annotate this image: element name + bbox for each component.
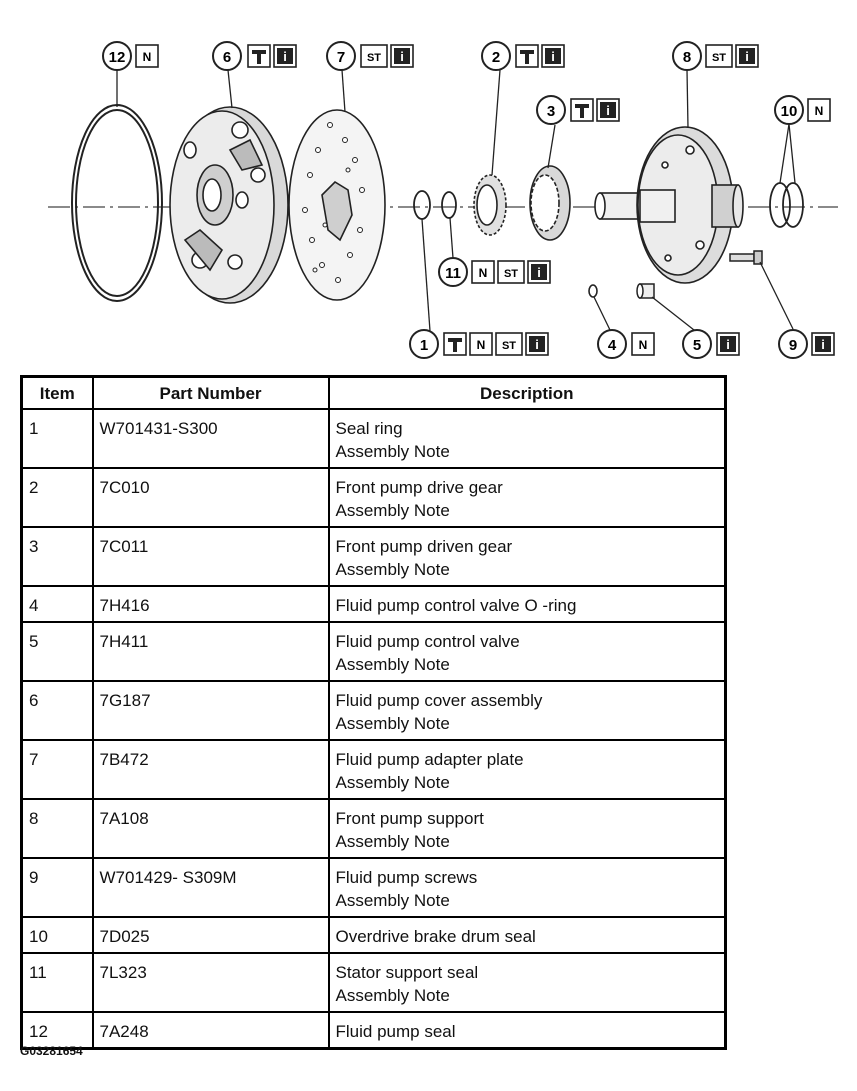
callout-number: 6 — [222, 49, 232, 66]
hammer-icon — [248, 45, 270, 67]
cell-description — [329, 527, 726, 586]
badge-st: ST — [366, 52, 382, 64]
cell-item: 5 — [22, 622, 93, 681]
info-icon: i — [551, 49, 555, 64]
cell-part-number: 7A108 — [93, 799, 329, 858]
cell-item: 8 — [22, 799, 93, 858]
description-text: Overdrive brake drum seal — [335, 927, 536, 946]
table-row — [22, 681, 726, 740]
hammer-icon — [444, 333, 466, 355]
cell-item: 10 — [22, 917, 93, 953]
description-text: Fluid pump adapter plate — [335, 750, 524, 769]
cell-part-number: W701429- S309M — [93, 858, 329, 917]
table-row — [22, 468, 726, 527]
description-text: Front pump support — [335, 809, 484, 828]
cell-part-number: 7A248 — [93, 1012, 329, 1049]
part-7-adapter-plate — [289, 110, 385, 300]
hammer-icon — [516, 45, 538, 67]
cell-description — [329, 953, 726, 1012]
assembly-note-text: Assembly Note — [335, 655, 450, 674]
cell-description — [329, 917, 726, 953]
part-2-drive-gear — [474, 175, 506, 235]
description-text: Fluid pump seal — [335, 1022, 456, 1041]
part-5-control-valve — [637, 284, 654, 298]
part-4-o-ring — [589, 285, 597, 297]
cell-item: 2 — [22, 468, 93, 527]
part-9-screw — [730, 251, 762, 264]
cell-part-number: 7L323 — [93, 953, 329, 1012]
cell-item: 1 — [22, 409, 93, 468]
cell-description — [329, 681, 726, 740]
part-1-seal-ring — [414, 191, 430, 219]
table-row — [22, 953, 726, 1012]
cell-description — [329, 622, 726, 681]
cell-description — [329, 586, 726, 622]
badge-st: ST — [503, 268, 519, 280]
cell-item: 7 — [22, 740, 93, 799]
header-item: Item — [22, 377, 93, 410]
description-text: Fluid pump control valve O -ring — [335, 596, 577, 615]
callout-2 — [482, 42, 564, 70]
part-8-pump-support — [595, 127, 743, 283]
cell-item: 9 — [22, 858, 93, 917]
info-icon: i — [400, 49, 404, 64]
cell-description — [329, 468, 726, 527]
cell-part-number: 7G187 — [93, 681, 329, 740]
table-row — [22, 917, 726, 953]
description-text: Fluid pump screws — [335, 868, 478, 887]
cell-part-number: 7H416 — [93, 586, 329, 622]
cell-item: 3 — [22, 527, 93, 586]
callout-number: 3 — [546, 103, 556, 120]
callout-1 — [410, 330, 548, 358]
callout-8 — [673, 42, 758, 70]
part-10-overdrive-seals — [770, 183, 803, 227]
table-row — [22, 1012, 726, 1049]
callout-11 — [439, 258, 550, 286]
header-description: Description — [329, 377, 726, 410]
assembly-note-text: Assembly Note — [335, 832, 450, 851]
callout-3 — [537, 96, 619, 124]
table-row — [22, 858, 726, 917]
table-row — [22, 622, 726, 681]
info-icon: i — [821, 337, 825, 352]
info-icon: i — [535, 337, 539, 352]
callout-9 — [779, 330, 834, 358]
hammer-icon — [571, 99, 593, 121]
part-12-fluid-pump-seal — [72, 105, 162, 301]
table-row — [22, 409, 726, 468]
callout-number: 5 — [692, 337, 702, 354]
description-text: Fluid pump cover assembly — [335, 691, 543, 710]
description-text: Front pump drive gear — [335, 478, 503, 497]
cell-description — [329, 858, 726, 917]
assembly-note-text: Assembly Note — [335, 986, 450, 1005]
table-header-row — [22, 377, 726, 410]
assembly-note-text: Assembly Note — [335, 560, 450, 579]
part-3-driven-gear — [530, 166, 570, 240]
info-icon: i — [283, 49, 287, 64]
badge-n: N — [142, 50, 152, 64]
cell-part-number: W701431-S300 — [93, 409, 329, 468]
callout-number: 10 — [780, 103, 798, 120]
header-part-number: Part Number — [93, 377, 329, 410]
cell-part-number: 7H411 — [93, 622, 329, 681]
assembly-note-text: Assembly Note — [335, 891, 450, 910]
table-row — [22, 527, 726, 586]
description-text: Fluid pump control valve — [335, 632, 520, 651]
callout-number: 8 — [682, 49, 692, 66]
assembly-note-text: Assembly Note — [335, 501, 450, 520]
callout-number: 4 — [607, 337, 617, 354]
table-row — [22, 799, 726, 858]
description-text: Seal ring — [335, 419, 403, 438]
cell-part-number: 7B472 — [93, 740, 329, 799]
callout-number: 11 — [445, 265, 461, 282]
info-icon: i — [606, 103, 610, 118]
cell-description — [329, 409, 726, 468]
cell-item: 11 — [22, 953, 93, 1012]
table-body — [22, 409, 726, 1049]
callout-number: 1 — [419, 337, 429, 354]
info-icon: i — [537, 265, 541, 280]
callout-7 — [327, 42, 413, 70]
assembly-note-text: Assembly Note — [335, 773, 450, 792]
exploded-view-diagram — [0, 0, 857, 370]
cell-part-number: 7C011 — [93, 527, 329, 586]
description-text: Front pump driven gear — [335, 537, 513, 556]
callout-number: 2 — [491, 49, 501, 66]
callout-number: 9 — [788, 337, 798, 354]
callout-12 — [103, 42, 158, 70]
callout-4 — [598, 330, 654, 358]
callout-number: 12 — [108, 49, 126, 66]
cell-description — [329, 799, 726, 858]
assembly-note-text: Assembly Note — [335, 714, 450, 733]
table-row — [22, 740, 726, 799]
figure-id: G03281654 — [20, 1044, 83, 1058]
assembly-note-text: Assembly Note — [335, 442, 450, 461]
cell-item: 12 — [22, 1012, 93, 1049]
badge-st: ST — [501, 340, 517, 352]
cell-item: 6 — [22, 681, 93, 740]
parts-table — [20, 375, 727, 1050]
description-text: Stator support seal — [335, 963, 479, 982]
cell-description — [329, 740, 726, 799]
info-icon: i — [745, 49, 749, 64]
part-6-pump-cover — [170, 107, 288, 303]
info-icon: i — [726, 337, 730, 352]
callout-5 — [683, 330, 739, 358]
callout-number: 7 — [336, 49, 346, 66]
badge-n: N — [478, 266, 488, 280]
badge-n: N — [476, 338, 486, 352]
part-11-stator-seal — [442, 192, 456, 218]
cell-item: 4 — [22, 586, 93, 622]
callout-6 — [213, 42, 296, 70]
cell-description — [329, 1012, 726, 1049]
badge-n: N — [638, 338, 648, 352]
badge-n: N — [814, 104, 824, 118]
badge-st: ST — [711, 52, 727, 64]
cell-part-number: 7D025 — [93, 917, 329, 953]
cell-part-number: 7C010 — [93, 468, 329, 527]
table-row — [22, 586, 726, 622]
callout-10 — [775, 96, 830, 124]
